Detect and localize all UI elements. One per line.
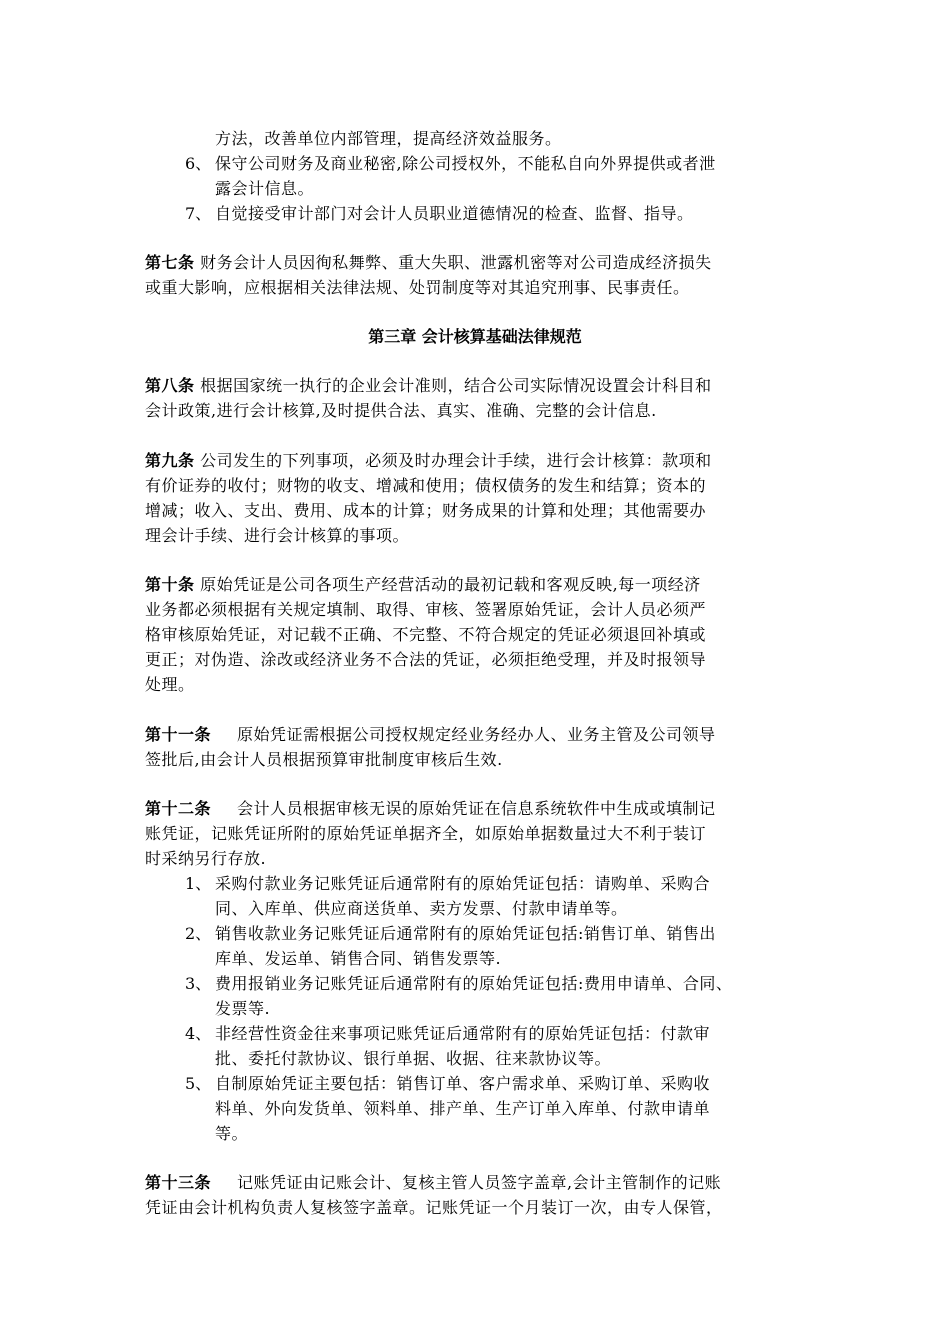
article-7-label: 第七条	[145, 253, 195, 272]
list-item-7-number: 7、	[185, 204, 212, 223]
art12-item-2-line-2: 库单、发运单、销售合同、销售发票等.	[215, 949, 502, 968]
art12-item-4-line-1: 非经营性资金往来事项记账凭证后通常附有的原始凭证包括：付款审	[215, 1024, 711, 1043]
list-item-6-number: 6、	[185, 154, 212, 173]
article-9-line-1	[145, 448, 712, 473]
art12-item-3-line-1: 费用报销业务记账凭证后通常附有的原始凭证包括:费用申请单、合同、	[215, 974, 733, 993]
article-7-text-1: 财务会计人员因徇私舞弊、重大失职、泄露机密等对公司造成经济损失	[200, 253, 712, 272]
list-item-5-continuation: 方法，改善单位内部管理，提高经济效益服务。	[215, 129, 562, 148]
article-8-label: 第八条	[145, 376, 195, 395]
art12-item-4-number: 4、	[185, 1024, 212, 1043]
art12-item-3-number: 3、	[185, 974, 212, 993]
list-item-6-line-1: 保守公司财务及商业秘密,除公司授权外，不能私自向外界提供或者泄	[215, 154, 716, 173]
article-11-text-1: 原始凭证需根据公司授权规定经业务经办人、业务主管及公司领导	[237, 725, 716, 744]
article-9-line-3: 增减；收入、支出、费用、成本的计算；财务成果的计算和处理；其他需要办	[145, 501, 707, 520]
article-12-line-1	[145, 796, 716, 821]
art12-item-1-line-2: 同、入库单、供应商送货单、卖方发票、付款申请单等。	[215, 899, 628, 918]
article-10-line-3: 格审核原始凭证，对记载不正确、不完整、不符合规定的凭证必须退回补填或	[145, 625, 707, 644]
article-9-line-2: 有价证券的收付；财物的收支、增减和使用；债权债务的发生和结算；资本的	[145, 476, 707, 495]
article-10-line-1	[145, 572, 701, 597]
article-8-line-1	[145, 373, 712, 398]
art12-item-4-line-2: 批、委托付款协议、银行单据、收据、往来款协议等。	[215, 1049, 612, 1068]
article-12-line-2: 账凭证，记账凭证所附的原始凭证单据齐全，如原始单据数量过大不利于装订	[145, 824, 707, 843]
article-9-text-1: 公司发生的下列事项，必须及时办理会计手续，进行会计核算：款项和	[200, 451, 712, 470]
article-8-line-2: 会计政策,进行会计核算,及时提供合法、真实、准确、完整的会计信息.	[145, 401, 657, 420]
chapter-3-heading: 第三章 会计核算基础法律规范	[368, 327, 582, 346]
article-13-label: 第十三条	[145, 1173, 212, 1192]
article-9-line-4: 理会计手续、进行会计核算的事项。	[145, 526, 410, 545]
art12-item-5-line-1: 自制原始凭证主要包括：销售订单、客户需求单、采购订单、采购收	[215, 1074, 711, 1093]
article-11-label: 第十一条	[145, 725, 212, 744]
art12-item-3-line-2: 发票等.	[215, 999, 271, 1018]
article-12-label: 第十二条	[145, 799, 212, 818]
art12-item-5-number: 5、	[185, 1074, 212, 1093]
article-10-line-2: 业务都必须根据有关规定填制、取得、审核、签署原始凭证，会计人员必须严	[145, 600, 707, 619]
article-10-line-5: 处理。	[145, 675, 195, 694]
list-item-7-line-1: 自觉接受审计部门对会计人员职业道德情况的检查、监督、指导。	[215, 204, 694, 223]
article-10-label: 第十条	[145, 575, 195, 594]
article-12-line-3: 时采纳另行存放.	[145, 849, 267, 868]
article-7-line-1	[145, 250, 712, 275]
art12-item-2-line-1: 销售收款业务记账凭证后通常附有的原始凭证包括:销售订单、销售出	[215, 924, 716, 943]
article-12-text-1: 会计人员根据审核无误的原始凭证在信息系统软件中生成或填制记	[237, 799, 716, 818]
article-10-line-4: 更正；对伪造、涂改或经济业务不合法的凭证，必须拒绝受理，并及时报领导	[145, 650, 707, 669]
art12-item-5-line-2: 料单、外向发货单、领料单、排产单、生产订单入库单、付款申请单	[215, 1099, 711, 1118]
article-11-line-1	[145, 722, 716, 747]
article-10-text-1: 原始凭证是公司各项生产经营活动的最初记载和客观反映,每一项经济	[200, 575, 701, 594]
article-13-line-1	[145, 1170, 721, 1195]
art12-item-2-number: 2、	[185, 924, 212, 943]
article-13-text-1: 记账凭证由记账会计、复核主管人员签字盖章,会计主管制作的记账	[237, 1173, 722, 1192]
article-9-label: 第九条	[145, 451, 195, 470]
art12-item-1-line-1: 采购付款业务记账凭证后通常附有的原始凭证包括：请购单、采购合	[215, 874, 711, 893]
list-item-6-line-2: 露会计信息。	[215, 179, 315, 198]
article-7-line-2: 或重大影响，应根据相关法律法规、处罚制度等对其追究刑事、民事责任。	[145, 278, 690, 297]
article-13-line-2: 凭证由会计机构负责人复核签字盖章。记账凭证一个月装订一次，由专人保管，	[145, 1198, 723, 1217]
article-8-text-1: 根据国家统一执行的企业会计准则，结合公司实际情况设置会计科目和	[200, 376, 712, 395]
article-11-line-2: 签批后,由会计人员根据预算审批制度审核后生效.	[145, 750, 503, 769]
art12-item-1-number: 1、	[185, 874, 212, 893]
art12-item-5-line-3: 等。	[215, 1124, 249, 1143]
